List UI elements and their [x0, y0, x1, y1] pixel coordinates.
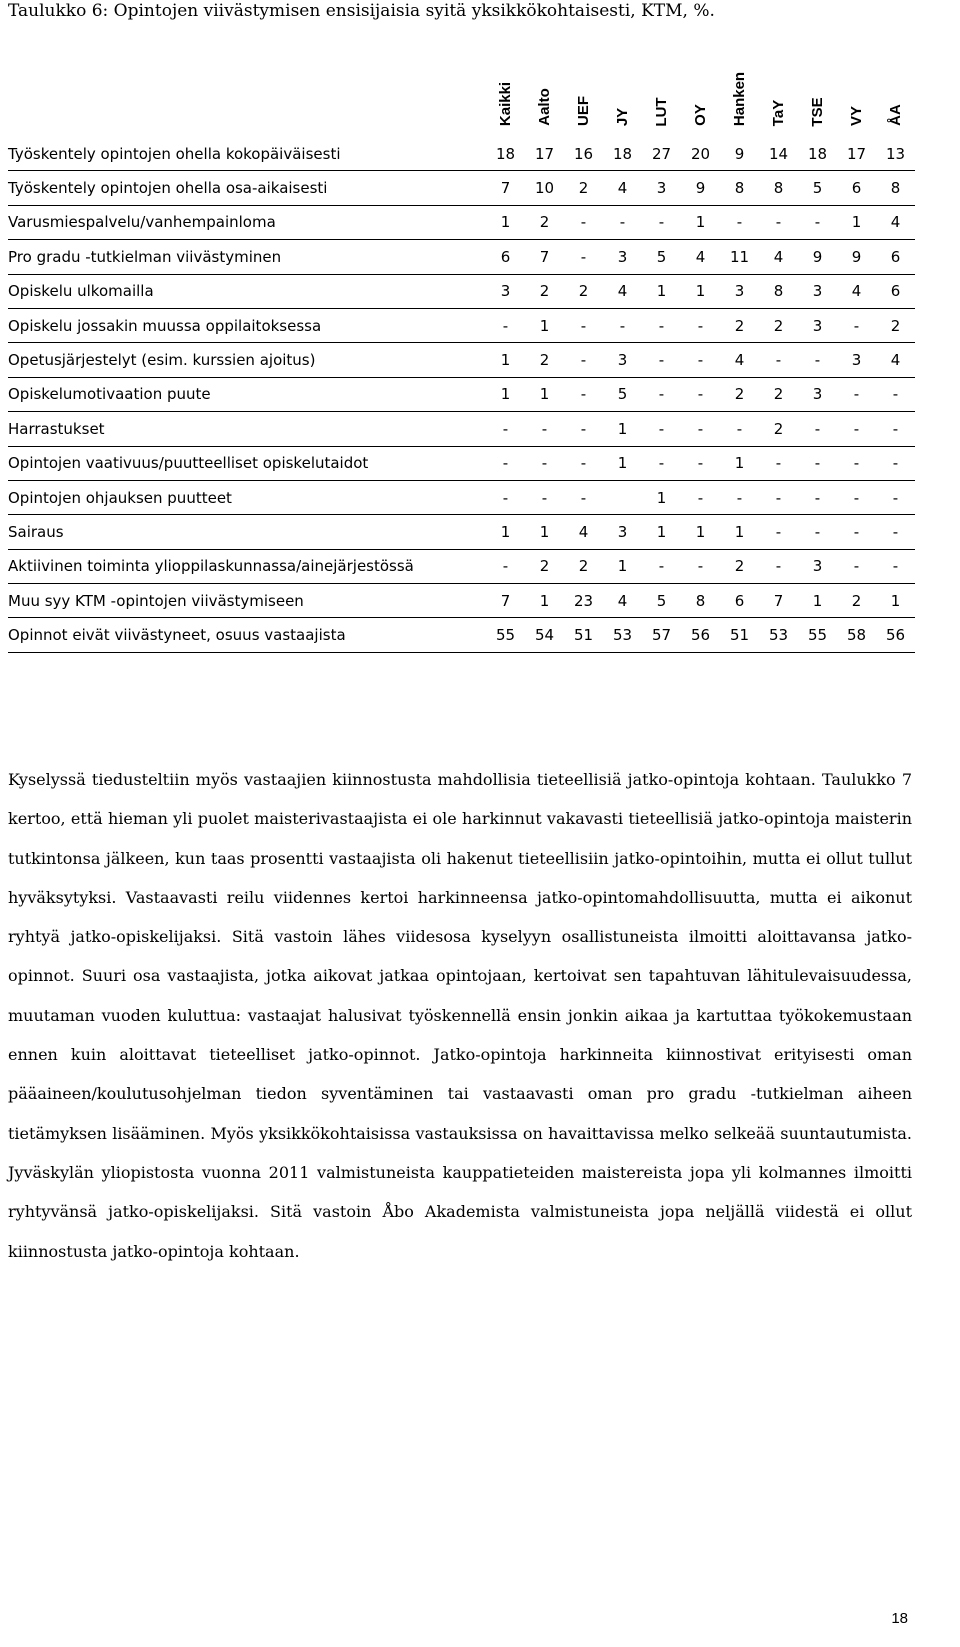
- table-cell: 2: [720, 549, 759, 583]
- table-cell: 3: [798, 549, 837, 583]
- table-cell: 8: [759, 274, 798, 308]
- table-cell: 2: [759, 377, 798, 411]
- table-cell: 9: [681, 171, 720, 205]
- column-header: [759, 30, 798, 130]
- table-cell: 4: [603, 584, 642, 618]
- table-cell: -: [759, 205, 798, 239]
- table-cell: 2: [564, 549, 603, 583]
- table-cell: 1: [486, 377, 525, 411]
- table-cell: 1: [603, 549, 642, 583]
- table-cell: 2: [525, 205, 564, 239]
- table-cell: 9: [837, 240, 876, 274]
- table-cell: 3: [603, 240, 642, 274]
- table-cell: -: [837, 308, 876, 342]
- table-cell: 1: [798, 584, 837, 618]
- table-cell: 4: [837, 274, 876, 308]
- table-cell: 18: [798, 137, 837, 171]
- table-cell: 14: [759, 137, 798, 171]
- table-cell: -: [525, 446, 564, 480]
- table-cell: 1: [486, 343, 525, 377]
- table-cell: -: [837, 480, 876, 514]
- column-header-label: OY: [691, 104, 709, 126]
- table-cell: 8: [681, 584, 720, 618]
- table-cell: 6: [720, 584, 759, 618]
- table-cell: 1: [720, 446, 759, 480]
- table-cell: 2: [720, 377, 759, 411]
- table-cell: 3: [798, 377, 837, 411]
- table-cell: 1: [525, 308, 564, 342]
- table-cell: -: [798, 412, 837, 446]
- column-header: [720, 30, 759, 130]
- table-cell: 8: [759, 171, 798, 205]
- table-row: [8, 205, 915, 239]
- table-cell: -: [564, 308, 603, 342]
- table-cell: -: [876, 377, 915, 411]
- table-cell: -: [525, 480, 564, 514]
- table-cell: 2: [525, 274, 564, 308]
- table-cell: 1: [681, 205, 720, 239]
- table-cell: 6: [837, 171, 876, 205]
- table-cell: -: [642, 308, 681, 342]
- table-cell: 3: [603, 515, 642, 549]
- table-cell: -: [564, 377, 603, 411]
- table-cell: 3: [798, 274, 837, 308]
- table-cell: 57: [642, 618, 681, 652]
- column-header-label: TaY: [769, 99, 787, 127]
- table-row: [8, 515, 915, 549]
- table-cell: -: [837, 515, 876, 549]
- table-cell: 58: [837, 618, 876, 652]
- table-cell: -: [759, 343, 798, 377]
- table-cell: 4: [603, 171, 642, 205]
- table-cell: -: [681, 446, 720, 480]
- table-cell: 4: [564, 515, 603, 549]
- table-cell: 1: [525, 515, 564, 549]
- table-cell: 1: [642, 480, 681, 514]
- table-cell: 2: [876, 308, 915, 342]
- table-cell: 2: [564, 274, 603, 308]
- table-cell: 56: [876, 618, 915, 652]
- page-number: 18: [891, 1610, 908, 1627]
- table-cell: 2: [525, 549, 564, 583]
- table-cell: 18: [486, 137, 525, 171]
- table-cell: 2: [759, 412, 798, 446]
- table-cell: -: [681, 377, 720, 411]
- table-cell: -: [486, 549, 525, 583]
- row-label: Opintojen vaativuus/puutteelliset opiskelutaidot: [8, 446, 486, 480]
- table-cell: -: [603, 308, 642, 342]
- row-label: Harrastukset: [8, 412, 486, 446]
- table-cell: 53: [759, 618, 798, 652]
- table-cell: -: [525, 412, 564, 446]
- column-header-label: JY: [613, 107, 631, 127]
- table-cell: 4: [603, 274, 642, 308]
- table-row: [8, 274, 915, 308]
- table-cell: 11: [720, 240, 759, 274]
- table-cell: -: [876, 412, 915, 446]
- table-cell: 1: [603, 412, 642, 446]
- table-cell: 6: [486, 240, 525, 274]
- table-cell: 7: [759, 584, 798, 618]
- row-label: Opiskelu ulkomailla: [8, 274, 486, 308]
- table-cell: -: [564, 446, 603, 480]
- table-cell: 3: [642, 171, 681, 205]
- row-label: Opetusjärjestelyt (esim. kurssien ajoitus): [8, 343, 486, 377]
- table-cell: 1: [525, 377, 564, 411]
- table-cell: -: [720, 480, 759, 514]
- table-cell: 4: [720, 343, 759, 377]
- table-cell: -: [798, 480, 837, 514]
- table-row: [8, 480, 915, 514]
- table-cell: 8: [720, 171, 759, 205]
- row-label: Opiskelumotivaation puute: [8, 377, 486, 411]
- table-cell: 2: [720, 308, 759, 342]
- row-label: Opinnot eivät viivästyneet, osuus vastaajista: [8, 618, 486, 652]
- table-cell: 7: [486, 584, 525, 618]
- table-cell: -: [759, 515, 798, 549]
- table-row: [8, 446, 915, 480]
- table-cell: 1: [720, 515, 759, 549]
- column-header-label: UEF: [574, 96, 592, 126]
- table-row: [8, 584, 915, 618]
- row-label: Opiskelu jossakin muussa oppilaitoksessa: [8, 308, 486, 342]
- table-cell: 16: [564, 137, 603, 171]
- row-label: Sairaus: [8, 515, 486, 549]
- table-cell: -: [486, 480, 525, 514]
- table-cell: -: [642, 377, 681, 411]
- table-cell: -: [876, 549, 915, 583]
- table-row: [8, 308, 915, 342]
- table-cell: 54: [525, 618, 564, 652]
- table-cell: 1: [681, 274, 720, 308]
- column-header: [876, 30, 915, 130]
- table-cell: -: [798, 446, 837, 480]
- table-cell: -: [720, 205, 759, 239]
- table-cell: 17: [837, 137, 876, 171]
- table-cell: -: [681, 343, 720, 377]
- column-header-label: VY: [847, 105, 865, 127]
- column-header-label: Hanken: [730, 71, 748, 127]
- table-cell: -: [681, 308, 720, 342]
- row-label: Aktiivinen toiminta ylioppilaskunnassa/ainejärjestössä: [8, 549, 486, 583]
- table-row: [8, 137, 915, 171]
- table-cell: 9: [798, 240, 837, 274]
- table-cell: -: [642, 343, 681, 377]
- column-header: [486, 30, 525, 130]
- table-cell: 5: [798, 171, 837, 205]
- table-cell: 6: [876, 274, 915, 308]
- table-row: [8, 549, 915, 583]
- table-cell: 56: [681, 618, 720, 652]
- table-cell: 3: [486, 274, 525, 308]
- column-header-label: Kaikki: [496, 81, 514, 127]
- table-cell: -: [876, 446, 915, 480]
- table-cell: -: [564, 343, 603, 377]
- table-cell: 10: [525, 171, 564, 205]
- table-cell: 23: [564, 584, 603, 618]
- table-cell: 51: [720, 618, 759, 652]
- table-cell: -: [837, 377, 876, 411]
- table-cell: 4: [876, 343, 915, 377]
- table-cell: -: [837, 412, 876, 446]
- table-row: [8, 412, 915, 446]
- table-cell: 1: [603, 446, 642, 480]
- table-cell: 18: [603, 137, 642, 171]
- table-cell: 2: [837, 584, 876, 618]
- column-header: [603, 30, 642, 130]
- table-cell: 17: [525, 137, 564, 171]
- table-cell: 4: [681, 240, 720, 274]
- column-header-label: Aalto: [535, 88, 553, 126]
- table-cell: 55: [798, 618, 837, 652]
- table-cell: 6: [876, 240, 915, 274]
- row-label: Opintojen ohjauksen puutteet: [8, 480, 486, 514]
- row-label: Pro gradu -tutkielman viivästyminen: [8, 240, 486, 274]
- table-cell: 1: [642, 274, 681, 308]
- table-cell: 13: [876, 137, 915, 171]
- table-cell: 2: [759, 308, 798, 342]
- table-cell: -: [759, 480, 798, 514]
- table-cell: 1: [681, 515, 720, 549]
- row-label: Muu syy KTM -opintojen viivästymiseen: [8, 584, 486, 618]
- table-cell: -: [642, 549, 681, 583]
- table-cell: 51: [564, 618, 603, 652]
- table-cell: 4: [876, 205, 915, 239]
- table-cell: 1: [525, 584, 564, 618]
- table-cell: 7: [525, 240, 564, 274]
- table-cell: 1: [486, 515, 525, 549]
- table-cell: 4: [759, 240, 798, 274]
- table-cell: -: [681, 480, 720, 514]
- column-header-label: TSE: [808, 96, 826, 127]
- table-cell: -: [486, 446, 525, 480]
- table-row: [8, 377, 915, 411]
- column-header: [798, 30, 837, 130]
- table-row: [8, 343, 915, 377]
- table-cell: -: [681, 549, 720, 583]
- row-label: Varusmiespalvelu/vanhempainloma: [8, 205, 486, 239]
- table-cell: -: [564, 412, 603, 446]
- table-cell: 5: [642, 584, 681, 618]
- table-cell: -: [603, 205, 642, 239]
- table-cell: 53: [603, 618, 642, 652]
- table-cell: 1: [642, 515, 681, 549]
- column-header: [525, 30, 564, 130]
- table-cell: -: [642, 446, 681, 480]
- table-cell: -: [837, 549, 876, 583]
- table-cell: 9: [720, 137, 759, 171]
- column-header: [681, 30, 720, 130]
- table-cell: 3: [798, 308, 837, 342]
- table-cell: -: [876, 515, 915, 549]
- table-cell: -: [837, 446, 876, 480]
- table-cell: -: [681, 412, 720, 446]
- body-paragraph: Kyselyssä tiedusteltiin myös vastaajien kiinnostusta mahdollisia tieteellisiä jatko-opintoja kohtaan. Taulukko 7 kertoo, että hieman yli puolet maisterivastaajista ei ole harkinnut vakavasti tieteellisiä jatko-opintoja maisterin tutkintonsa jälkeen, kun taas prosentti vastaajista oli hakenut tieteellisiin jatko-opintoihin, mutta ei ollut tullut hyväksytyksi. Vastaavasti reilu viidennes kertoi harkinneensa jatko-opintomahdollisuutta, mutta ei aikonut ryhtyä jatko-opiskelijaksi. Sitä vastoin lähes viidesosa kyselyyn osallistuneista ilmoitti aloittavansa jatko-opinnot. Suuri osa vastaajista, jotka aikovat jatkaa opintojaan, kertoivat sen tapahtuvan lähitulevaisuudessa, muutaman vuoden kuluttua: vastaajat halusivat työskennellä ensin jonkin aikaa ja kartuttaa työkokemustaan ennen kuin aloittavat tieteelliset jatko-opinnot. Jatko-opintoja harkinneita kiinnostivat erityisesti oman pääaineen/koulutusohjelman tiedon syventäminen tai vastaavasti oman pro gradu -tutkielman aiheen tietämyksen lisääminen. Myös yksikkökohtaisissa vastauksissa on havaittavissa melko selkeää suuntautumista. Jyväskylän yliopistosta vuonna 2011 valmistuneista kauppatieteiden maistereista jopa yli kolmannes ilmoitti ryhtyvänsä jatko-opiskelijaksi. Sitä vastoin Åbo Akademista valmistuneista jopa neljällä viidestä ei ollut kiinnostusta jatko-opintoja kohtaan.: [8, 770, 912, 1261]
- column-header: [837, 30, 876, 130]
- table-cell: -: [876, 480, 915, 514]
- row-label: Työskentely opintojen ohella kokopäiväisesti: [8, 137, 486, 171]
- table-caption: Taulukko 6: Opintojen viivästymisen ensisijaisia syitä yksikkökohtaisesti, KTM, %.: [8, 1, 715, 21]
- table-cell: -: [564, 480, 603, 514]
- table-cell: 5: [642, 240, 681, 274]
- table-cell: 1: [486, 205, 525, 239]
- table-cell: -: [798, 343, 837, 377]
- table-cell: 8: [876, 171, 915, 205]
- table-row: [8, 171, 915, 205]
- table-cell: 2: [525, 343, 564, 377]
- table-cell: -: [564, 205, 603, 239]
- table-cell: 7: [486, 171, 525, 205]
- table-cell: 2: [564, 171, 603, 205]
- data-table: [8, 137, 915, 653]
- table-cell: -: [642, 412, 681, 446]
- table-cell: 5: [603, 377, 642, 411]
- table-row: [8, 618, 915, 652]
- table-cell: -: [798, 205, 837, 239]
- table-cell: 55: [486, 618, 525, 652]
- column-header-label: LUT: [652, 96, 670, 127]
- table-cell: 20: [681, 137, 720, 171]
- table-cell: -: [759, 446, 798, 480]
- column-header: [642, 30, 681, 130]
- table-cell: -: [759, 549, 798, 583]
- table-cell: 1: [876, 584, 915, 618]
- row-label: Työskentely opintojen ohella osa-aikaisesti: [8, 171, 486, 205]
- table-cell: 3: [603, 343, 642, 377]
- table-cell: -: [564, 240, 603, 274]
- column-header-label: ÅA: [886, 104, 904, 126]
- table-cell: 27: [642, 137, 681, 171]
- table-cell: -: [798, 515, 837, 549]
- table-cell: 1: [837, 205, 876, 239]
- table-cell: -: [720, 412, 759, 446]
- table-cell: -: [486, 412, 525, 446]
- table-cell: -: [486, 308, 525, 342]
- table-row: [8, 240, 915, 274]
- table-cell: 3: [720, 274, 759, 308]
- column-header: [564, 30, 603, 130]
- table-cell: 3: [837, 343, 876, 377]
- table-cell: [603, 480, 642, 514]
- table-cell: -: [642, 205, 681, 239]
